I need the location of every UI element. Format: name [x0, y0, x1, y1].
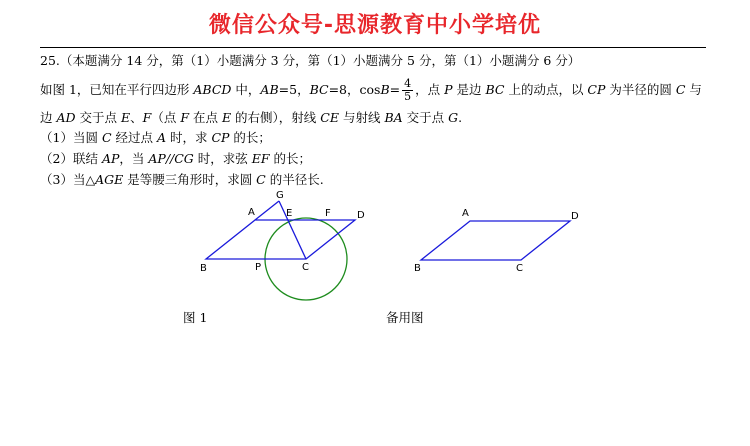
stem-var: E: [221, 110, 232, 125]
stem-var: E: [121, 110, 131, 125]
q-var: CP: [211, 130, 230, 145]
label-E: E: [286, 208, 293, 219]
q-var: A: [156, 130, 166, 145]
stem-text: ，点: [415, 82, 445, 97]
q-var: AP: [101, 151, 120, 166]
figure-2-caption: 备用图: [386, 310, 424, 325]
q-text: 时，求弦: [193, 151, 252, 166]
stem-text: =5，: [278, 82, 310, 97]
stem-text: .: [458, 110, 463, 125]
q-var: EF: [251, 151, 270, 166]
figure-1-caption: 图 1: [183, 310, 208, 325]
q-var: C: [101, 130, 112, 145]
label-C: C: [302, 262, 309, 273]
stem-var: F: [180, 110, 189, 125]
stem-var: P: [444, 82, 453, 97]
q-text: 经过点: [111, 130, 157, 145]
label-B: B: [200, 263, 207, 274]
stem-text: （点: [151, 110, 181, 125]
q-text: （1）当圆: [40, 130, 102, 145]
stem-var: G: [448, 110, 459, 125]
stem-text: 、: [130, 110, 143, 125]
label-A: A: [248, 207, 255, 218]
stem-text: 的右侧），射线: [231, 110, 321, 125]
stem-text: 与射线: [338, 110, 385, 125]
ray-ba-extension: [255, 201, 279, 220]
q-var: C: [256, 172, 266, 187]
q-text: 时，求: [166, 130, 212, 145]
stem-var: C: [675, 82, 686, 97]
stem-text: 交于点: [75, 110, 121, 125]
stem-var: BC: [309, 82, 329, 97]
label-B: B: [414, 263, 421, 274]
label-D: D: [357, 210, 365, 221]
label-P: P: [255, 262, 262, 273]
stem-var: AD: [56, 110, 76, 125]
q-text: 的半径长.: [265, 172, 324, 187]
problem-number: 25.: [40, 53, 60, 68]
figure-2: [414, 208, 579, 274]
stem-var: BC: [485, 82, 505, 97]
stem-var: AB: [260, 82, 279, 97]
label-C: C: [516, 263, 523, 274]
label-D: D: [571, 211, 579, 222]
parallelogram-abcd-fig1: [206, 220, 355, 259]
stem-text: 边: [40, 110, 57, 125]
label-A: A: [462, 208, 469, 219]
fraction-denominator: 5: [404, 90, 412, 103]
q-text: 的长；: [229, 130, 271, 145]
figure-1: [200, 190, 365, 300]
ray-ce: [279, 201, 306, 259]
stem-text: 是边: [452, 82, 486, 97]
stem-var: CP: [587, 82, 606, 97]
stem-text: 交于点: [402, 110, 449, 125]
stem-var: B: [380, 82, 390, 97]
stem-text: 中，: [231, 82, 261, 97]
stem-text: 在点: [189, 110, 222, 125]
stem-var: ABCD: [193, 82, 232, 97]
q-text: 是等腰三角形时，求圆: [123, 172, 257, 187]
label-F: F: [325, 208, 331, 219]
q-text: ，当: [119, 151, 149, 166]
stem-text: 如图 1，已知在平行四边形: [40, 82, 194, 97]
parallelogram-abcd-fig2: [421, 221, 570, 260]
stem-text: =: [389, 82, 401, 97]
q-var: AGE: [95, 172, 124, 187]
stem-var: BA: [384, 110, 403, 125]
stem-text: 与: [685, 82, 702, 97]
label-G: G: [276, 190, 284, 201]
q-text: （3）当△: [40, 172, 96, 187]
q-var: AP//CG: [148, 151, 194, 166]
q-text: 的长；: [269, 151, 312, 166]
stem-text: cos: [359, 82, 381, 97]
stem-var: F: [142, 110, 152, 125]
stem-text: =8，: [328, 82, 360, 97]
q-text: （2）联结: [40, 151, 102, 166]
stem-var: CE: [320, 110, 339, 125]
stem-text: 上的动点，以: [504, 82, 588, 97]
stem-text: 为半径的圆: [605, 82, 676, 97]
page-header-title: 微信公众号-思源教育中小学培优: [208, 13, 542, 38]
fraction-numerator: 4: [404, 77, 412, 90]
score-note: （本题满分 14 分，第（1）小题满分 3 分，第（1）小题满分 5 分，第（1）小题满分 6 分）: [59, 53, 581, 68]
